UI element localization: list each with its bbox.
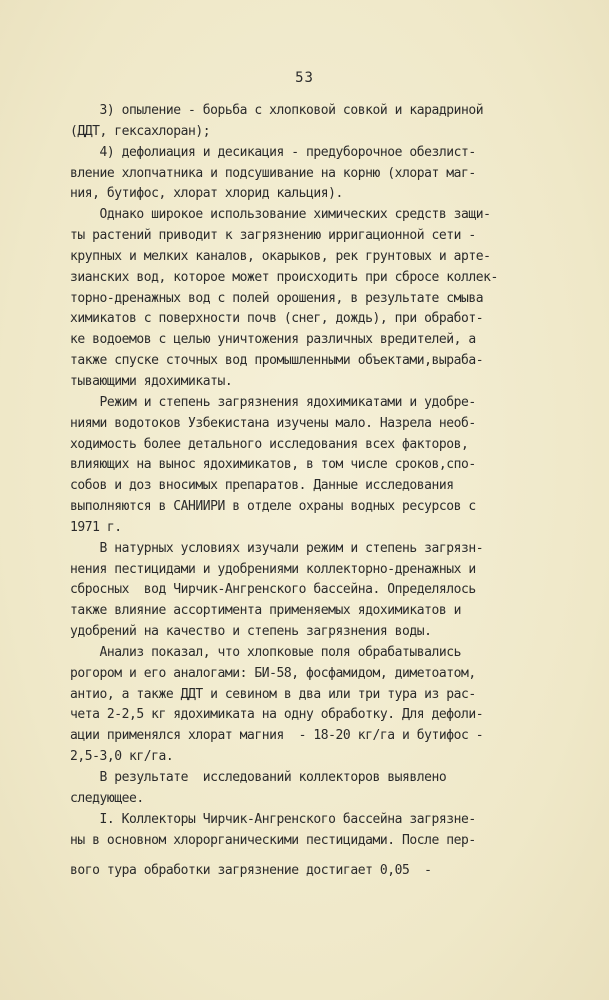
text-line: сбросных вод Чирчик-Ангренского бассейна. Определялось — [70, 582, 476, 598]
text-line: также спуске сточных вод промышленными объектами,выраба- — [70, 353, 484, 369]
text-line: Режим и степень загрязнения ядохимикатами и удобре- — [70, 394, 476, 410]
text-line: В натурных условиях изучали режим и степень загрязн- — [70, 540, 484, 556]
text-line: В результате исследований коллекторов выявлено — [70, 770, 447, 785]
text-line: 2,5-3,0 кг/га. — [70, 749, 174, 765]
text-line: ке водоемов с целью уничтожения различных вредителей, а — [70, 332, 476, 348]
page-number: 53 — [295, 70, 314, 86]
text-line: 1971 г. — [70, 519, 122, 535]
text-line: антио, а также ДДТ и севином в два или три тура из рас- — [70, 686, 476, 702]
text-line: ниями водотоков Узбекистана изучены мало. Назрела необ- — [70, 415, 476, 431]
text-line: следующее. — [70, 790, 144, 806]
text-line: (ДДТ, гексахлоран); — [70, 123, 211, 139]
text-line: Анализ показал, что хлопковые поля обрабатывались — [70, 644, 461, 660]
text-line: ходимость более детального исследования всех факторов, — [70, 436, 469, 452]
text-line: торно-дренажных вод с полей орошения, в результате смыва — [70, 290, 484, 306]
text-line: рогором и его аналогами: БИ-58, фосфамидом, диметоатом, — [70, 665, 476, 681]
text-line: Однако широкое использование химических средств защи- — [70, 207, 491, 223]
text-line: вление хлопчатника и подсушивание на корню (хлорат маг- — [70, 165, 476, 181]
text-line: крупных и мелких каналов, окарыков, рек грунтовых и арте- — [70, 248, 491, 264]
text-line: тывающими ядохимикаты. — [70, 373, 233, 389]
text-line: влияющих на вынос ядохимикатов, в том числе сроков,спо- — [70, 457, 476, 473]
text-line: 3) опыление - борьба с хлопковой совкой и карадриной — [70, 103, 484, 118]
text-line: ны в основном хлорорганическими пестицидами. После пер- — [70, 832, 476, 848]
text-line: собов и доз вносимых препаратов. Данные исследования — [70, 478, 454, 494]
document-body-text — [70, 101, 590, 882]
text-line: ации применялся хлорат магния - 18-20 кг/га и бутифос - — [70, 728, 484, 744]
text-line: 4) дефолиация и десикация - предуборочное обезлист- — [70, 144, 476, 160]
text-line: I. Коллекторы Чирчик-Ангренского бассейна загрязне- — [70, 811, 476, 827]
text-line: чета 2-2,5 кг ядохимиката на одну обработку. Для дефоли- — [70, 707, 484, 723]
text-line: зианских вод, которое может происходить при сбросе коллек- — [70, 269, 498, 285]
text-line: химикатов с поверхности почв (снег, дождь), при обработ- — [70, 311, 484, 327]
text-line: ты растений приводит к загрязнению ирригационной сети - — [70, 228, 476, 244]
text-line: вого тура обработки загрязнение достигает 0,05 - — [70, 863, 432, 879]
text-line: ния, бутифос, хлорат хлорид кальция). — [70, 186, 343, 202]
text-line: нения пестицидами и удобрениями коллекторно-дренажных и — [70, 561, 476, 577]
text-line: также влияние ассортимента применяемых ядохимикатов и — [70, 603, 461, 619]
text-line: удобрений на качество и степень загрязнения воды. — [70, 624, 432, 640]
text-line: выполняются в САНИИРИ в отделе охраны водных ресурсов с — [70, 499, 476, 515]
